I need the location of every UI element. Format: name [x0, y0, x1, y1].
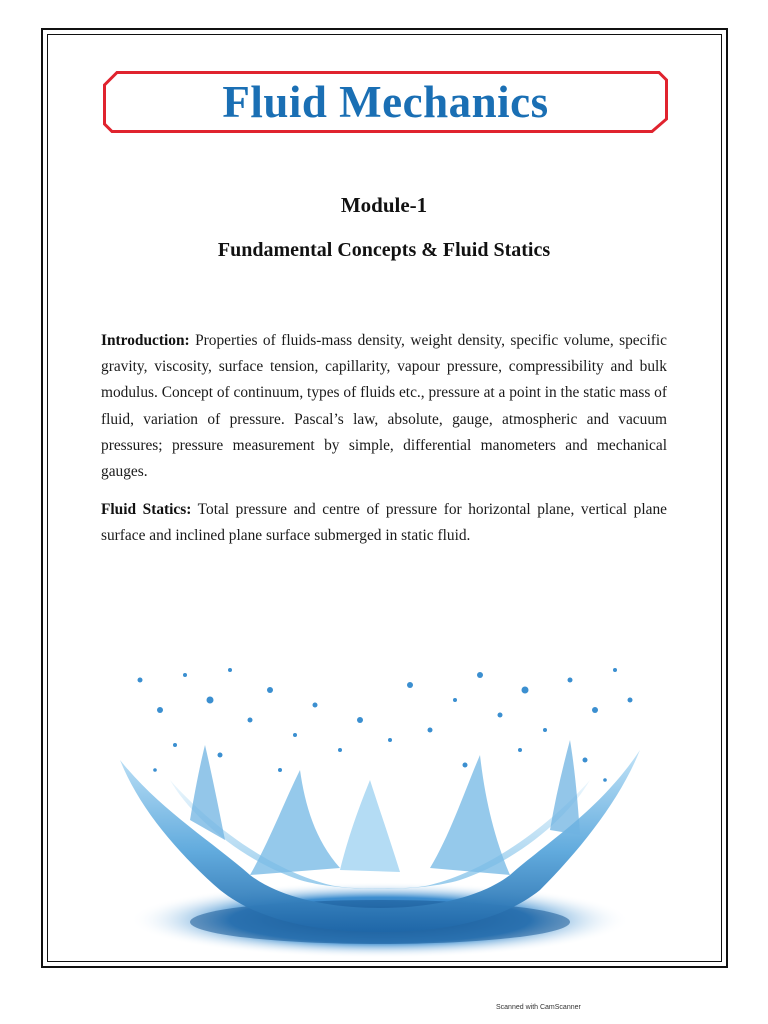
- module-subtitle: Fundamental Concepts & Fluid Statics: [217, 239, 551, 261]
- introduction-text: Properties of fluids-mass density, weight density, specific volume, specific gravity, viscosity, surface tension, capillarity, vapour pressure, compressibility and bulk modulus. Concept of continuum, types of fluids etc., pressure at a point in the static mass of fluid, variation of pressure. Pascal’s law, absolute, gauge, atmospheric and vacuum pressures; pressure measurement by simple, differential manometers and mechanical gauges.: [101, 332, 667, 481]
- fluid-statics-paragraph: [101, 497, 667, 549]
- module-heading: Module-1: [340, 193, 428, 217]
- title-banner: [103, 71, 668, 133]
- fluid-statics-text: Total pressure and centre of pressure for horizontal plane, vertical plane surface and inclined plane surface submerged in static fluid.: [101, 501, 667, 545]
- introduction-label: Introduction:: [101, 332, 190, 349]
- introduction-paragraph: [101, 328, 667, 485]
- water-splash-image: [100, 640, 660, 960]
- page-title: Fluid Mechanics: [222, 77, 549, 127]
- scanner-footer: Scanned with CamScanner: [496, 1004, 581, 1011]
- fluid-statics-label: Fluid Statics:: [101, 501, 192, 518]
